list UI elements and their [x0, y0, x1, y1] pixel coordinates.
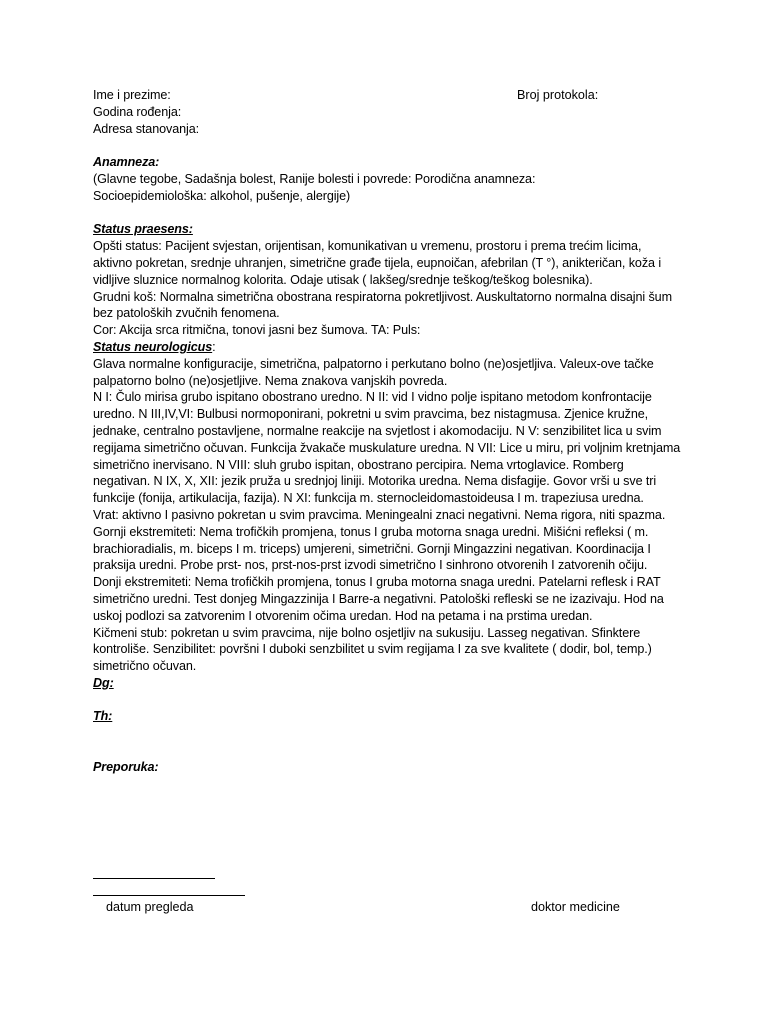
- spacer: [93, 725, 683, 742]
- upper-extremities-paragraph: Gornji ekstremiteti: Nema trofičkih promjena, tonus I gruba motorna snaga uredni. Mišićni refleksi ( m. brachioradialis, m. biceps I m. triceps) umjereni, simetrični. Gornji Mingazzini negativan. Koordinacija I praksija uredni. Probe prst- nos, prst-nos-prst izvodi simetrično I sinhrono otvorenih I zatvorenih očiju.: [93, 524, 651, 573]
- address-label: Adresa stanovanja:: [93, 121, 200, 136]
- cor-paragraph: Cor: Akcija srca ritmična, tonovi jasni bez šumova. TA: Puls:: [93, 323, 421, 338]
- head-paragraph: Glava normalne konfiguracije, simetrična, palpatorno i perkutano bolno (ne)osjetljiva. Valeux-ove tačke palpatorno bolno (ne)osjetljive. Nema znakova vanjskih povreda.: [93, 356, 654, 388]
- anamnesis-line-2: Socioepidemiološka: alkohol, pušenje, alergije): [93, 188, 351, 203]
- protocol-number-label: Broj protokola:: [517, 88, 599, 102]
- diagnosis-heading: Dg:: [93, 675, 114, 690]
- chest-paragraph: Grudni koš: Normalna simetrična obostrana respiratorna pokretljivost. Auskultatorno normalna disajni šum bez patoloških zvučnih fenomena.: [93, 289, 672, 321]
- anamnesis-line-1: (Glavne tegobe, Sadašnja bolest, Ranije bolesti i povrede: Porodična anamneza:: [93, 171, 536, 186]
- status-neurologicus-heading: Status neurologicus: [93, 339, 213, 354]
- status-neurologicus-colon: :: [212, 339, 216, 354]
- exam-date-label: datum pregleda: [106, 900, 194, 914]
- neck-paragraph: Vrat: aktivno I pasivno pokretan u svim pravcima. Meningealni znaci negativni. Nema rigora, niti spazma.: [93, 507, 666, 522]
- therapy-heading: Th:: [93, 709, 113, 724]
- spacer: [93, 137, 683, 154]
- spacer: [93, 692, 683, 709]
- cranial-nerves-paragraph: N I: Čulo mirisa grubo ispitano obostrano uredno. N II: vid I vidno polje ispitano metodom konfrontacije uredno. N III,IV,VI: Bulbusi normoponirani, pokretni u svim pravcima, bez nistagmusa. Zjenice kružne, jednake, centralno postavljene, normalne reakcije na svjetlost i akomodaciju. N V: senzibilitet lica u svim regijama simetrično očuvan. Funkcija žvakače muskulature uredna. N VII: Lice u miru, pri voljnim kretnjama simetrično inervisano. N VIII: sluh grubo ispitan, obostrano percipira. Nema vrtoglavice. Romberg negativan. N IX, X, XII: jezik pruža u srednjoj liniji. Motorika uredna. Nema disfagije. Govor vrši u sve tri funkcije (fonija, artikulacija, fazija). N XI: funkcija m. sternocleidomastoideusa I m. trapeziusa uredna.: [93, 390, 681, 506]
- general-status-paragraph: Opšti status: Pacijent svjestan, orijentisan, komunikativan u vremenu, prostoru i prema trećim licima, aktivno pokretan, srednje uhranjen, simetrične građe tijela, eupnoičan, afebrilan (T °), anikteričan, koža i vidljive sluznice normalnog kolorita. Odaje utisak ( lakšeg/srednje teškog/teškog bolesnika).: [93, 239, 662, 287]
- doctor-label: doktor medicine: [531, 900, 620, 914]
- anamnesis-heading: Anamneza:: [93, 155, 160, 170]
- spine-paragraph: Kičmeni stub: pokretan u svim pravcima, nije bolno osjetljiv na sukusiju. Lasseg negativan. Sfinktere kontroliše. Senzibilitet: površni I duboki senzbilitet u svim regijama I za sve kvalitete ( dodir, bol, temp.) simetrično očuvan.: [93, 625, 652, 674]
- spacer: [93, 205, 683, 222]
- name-label: Ime i prezime:: [93, 88, 171, 102]
- signature-line-long: [93, 895, 245, 896]
- signature-line-short: [93, 878, 215, 879]
- spacer: [93, 742, 683, 759]
- lower-extremities-paragraph: Donji ekstremiteti: Nema trofičkih promjena, tonus I gruba motorna snaga uredni. Patelarni reflesk i RAT simetrično uredni. Test donjeg Mingazzinija I Barre-a negativni. Patološki refleski se ne izazivaju. Hod na uskoj podlozi sa zatvorenim I otvorenim očima uredan. Hod na petama i na prstima uredan.: [93, 575, 664, 623]
- document-body: [93, 87, 683, 776]
- status-neurologicus-heading-row: [93, 339, 683, 356]
- birth-year-label: Godina rođenja:: [93, 104, 182, 119]
- status-praesens-heading: Status praesens:: [93, 222, 193, 237]
- recommendation-heading: Preporuka:: [93, 759, 159, 774]
